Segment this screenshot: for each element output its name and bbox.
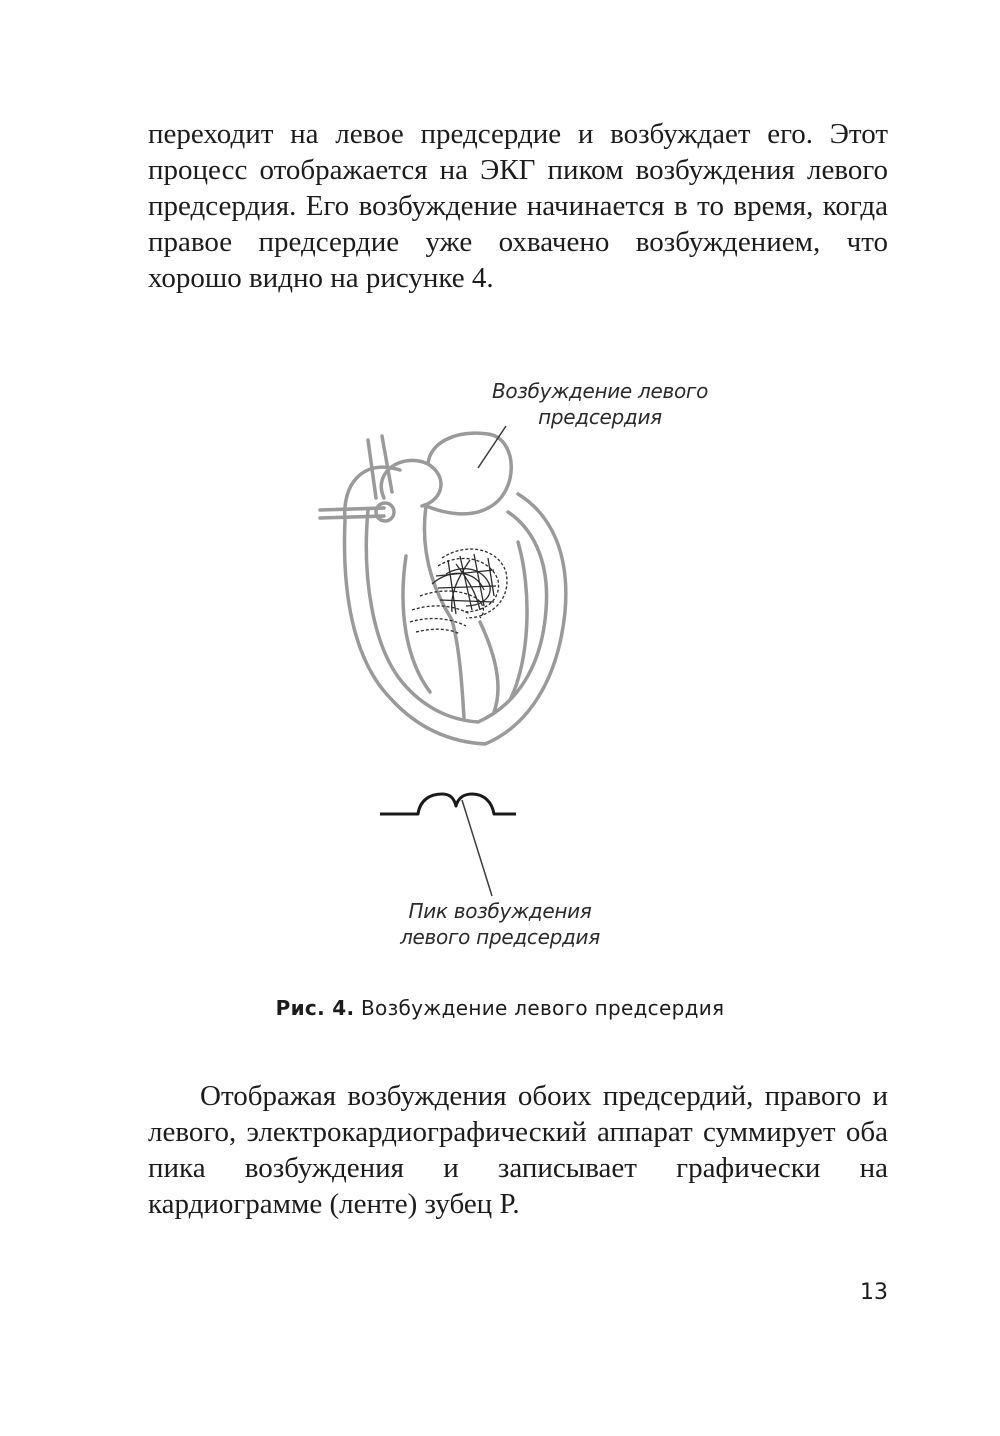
heart-diagram <box>280 360 740 960</box>
heart-outline <box>320 433 566 744</box>
figure-caption-number: Рис. 4. <box>275 996 355 1020</box>
page-number: 13 <box>860 1280 888 1305</box>
excitation-pattern <box>410 549 507 634</box>
ecg-p-wave <box>380 794 516 814</box>
paragraph-top: переходит на левое предсердие и возбуждает его. Этот процесс отображается на ЭКГ пиком возбуждения левого предсердия. Его возбуждение начинается в то время, когда правое предсердие уже охвачено возбуждением, что хорошо видно на рисунке 4. <box>148 118 888 294</box>
label-left-atrium-excitation: Возбуждение левого предсердия <box>491 379 709 429</box>
figure-heart-excitation <box>280 360 740 960</box>
figure-caption <box>0 996 1000 1020</box>
figure-caption-text: Возбуждение левого предсердия <box>361 996 725 1020</box>
label-bottom-leader <box>462 800 492 896</box>
label-left-atrium-peak: Пик возбуждения левого предсердия <box>400 899 600 949</box>
paragraph-bottom: Отображая возбуждения обоих предсердий, правого и левого, электрокардиографический аппарат суммирует оба пика возбуждения и записывает графически на кардиограмме (ленте) зубец P. <box>148 1080 888 1220</box>
